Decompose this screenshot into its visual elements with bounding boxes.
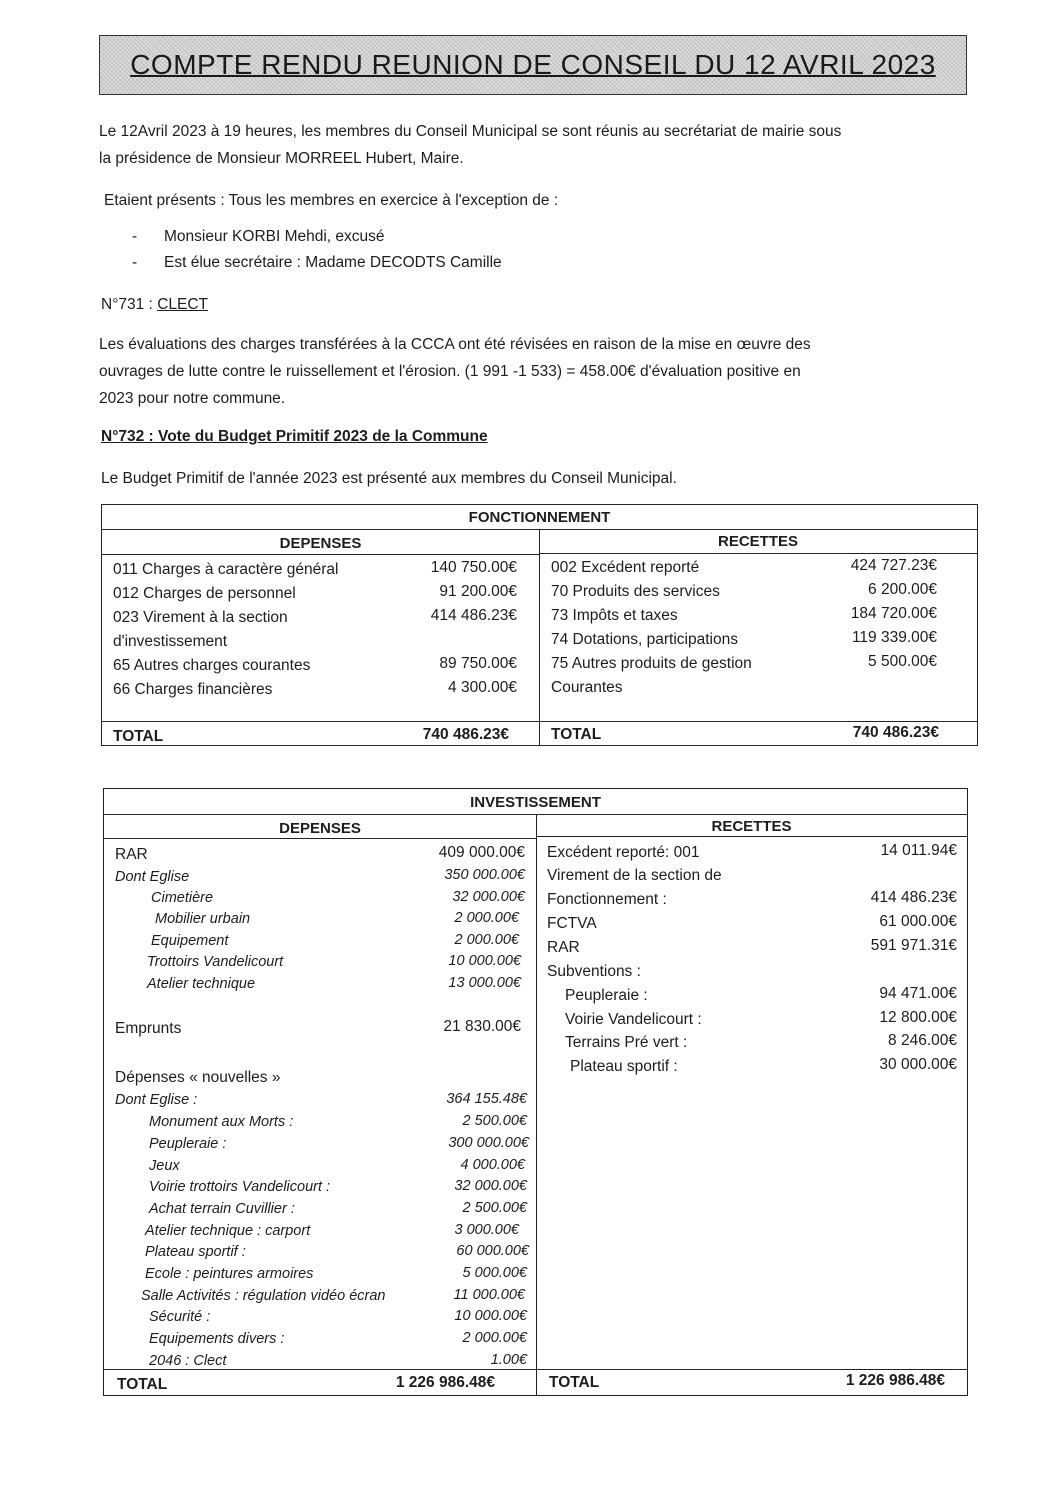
rec-total-amount: 740 486.23€ (852, 724, 939, 741)
dep-amount: 414 486.23€ (430, 607, 517, 624)
rec-label: Plateau sportif : (570, 1058, 678, 1075)
rec-amount: 119 339.00€ (851, 629, 937, 646)
dep-label: Sécurité : (149, 1309, 211, 1325)
document-title: COMPTE RENDU REUNION DE CONSEIL DU 12 AVRIL 2023 (130, 49, 936, 80)
rec-amount: 8 246.00€ (888, 1032, 957, 1049)
rec-amount: 424 727.23€ (850, 557, 937, 574)
section-731-line: ouvrages de lutte contre le ruissellement et l'érosion. (1 991 -1 533) = 458.00€ d'évaluation positive en (99, 363, 801, 380)
rec-total-amount: 1 226 986.48€ (845, 1372, 945, 1389)
rec-header: RECETTES (711, 818, 792, 835)
dep-label: Emprunts (115, 1020, 182, 1037)
rec-label: 74 Dotations, participations (551, 631, 738, 648)
dep-total-amount: 1 226 986.48€ (395, 1374, 495, 1391)
dep-amount: 2 000.00€ (454, 932, 519, 948)
intro-line-1: Le 12Avril 2023 à 19 heures, les membres du Conseil Municipal se sont réunis au secrétariat de mairie sous (99, 123, 842, 140)
dep-amount: 4 300.00€ (448, 679, 517, 696)
investissement-title: INVESTISSEMENT (470, 794, 601, 811)
dep-label: Equipement (151, 933, 229, 949)
dep-label: Voirie trottoirs Vandelicourt : (149, 1179, 331, 1195)
dep-header: DEPENSES (279, 820, 361, 837)
rec-label: FCTVA (547, 915, 597, 932)
section-731-number: N°731 : (101, 296, 158, 313)
section-731-line: Les évaluations des charges transférées à la CCCA ont été révisées en raison de la mise en œuvre des (99, 336, 811, 353)
rec-label: 70 Produits des services (551, 583, 720, 600)
rec-label: 75 Autres produits de gestion (551, 655, 752, 672)
dep-label: Ecole : peintures armoires (145, 1266, 314, 1282)
dep-amount: 32 000.00€ (454, 1178, 527, 1194)
dep-label: Dépenses « nouvelles » (115, 1069, 281, 1086)
dep-total-label: TOTAL (113, 728, 164, 745)
dep-header: DEPENSES (279, 535, 362, 552)
rec-label: Peupleraie : (565, 987, 648, 1004)
dep-amount: 364 155.48€ (446, 1091, 527, 1107)
section-732-intro: Le Budget Primitif de l'année 2023 est présenté aux membres du Conseil Municipal. (101, 470, 677, 487)
dep-amount: 2 500.00€ (462, 1113, 527, 1129)
rec-label: Courantes (551, 679, 623, 696)
dep-label: 012 Charges de personnel (113, 585, 296, 602)
rec-amount: 30 000.00€ (879, 1056, 957, 1073)
dash-icon: - (132, 228, 138, 245)
divider (536, 836, 967, 837)
dep-label: Monument aux Morts : (149, 1114, 294, 1130)
title-banner (99, 35, 967, 95)
dep-label: 2046 : Clect (149, 1353, 227, 1369)
rec-label: 002 Excédent reporté (551, 559, 700, 576)
dep-amount: 32 000.00€ (452, 889, 525, 905)
dep-label: 66 Charges financières (113, 681, 273, 698)
dep-amount: 350 000.00€ (444, 867, 525, 883)
divider (104, 838, 536, 839)
dep-label: RAR (115, 846, 148, 863)
rec-header: RECETTES (717, 533, 798, 550)
dep-label: 65 Autres charges courantes (113, 657, 311, 674)
rec-amount: 184 720.00€ (850, 605, 937, 622)
dep-amount: 11 000.00€ (453, 1287, 525, 1303)
dep-amount: 300 000.00€ (448, 1135, 529, 1151)
dep-label: Dont Eglise : (115, 1092, 198, 1108)
present-line: Etaient présents : Tous les membres en exercice à l'exception de : (104, 192, 559, 209)
dep-label: Plateau sportif : (145, 1244, 246, 1260)
dep-amount: 5 000.00€ (462, 1265, 527, 1281)
dep-total-amount: 740 486.23€ (422, 726, 509, 743)
dep-amount: 2 000.00€ (454, 910, 519, 926)
fonctionnement-table (101, 504, 978, 746)
dep-label: d'investissement (113, 633, 228, 650)
bullet-item (132, 254, 502, 272)
dep-amount: 91 200.00€ (439, 583, 517, 600)
dep-label: Atelier technique : carport (145, 1223, 311, 1239)
dep-amount: 13 000.00€ (448, 975, 521, 991)
dep-amount: 21 830.00€ (443, 1018, 521, 1035)
bullet-text: Monsieur KORBI Mehdi, excusé (164, 228, 385, 245)
dep-amount: 89 750.00€ (439, 655, 517, 672)
rec-amount: 61 000.00€ (879, 913, 957, 930)
investissement-table (103, 788, 968, 1396)
section-731-text (99, 331, 959, 412)
fonctionnement-title: FONCTIONNEMENT (468, 509, 611, 526)
dep-label: Salle Activités : régulation vidéo écran (141, 1288, 386, 1304)
dep-amount: 409 000.00€ (438, 844, 525, 861)
intro-paragraph (99, 118, 959, 172)
divider (539, 553, 977, 554)
rec-label: RAR (547, 939, 580, 956)
rec-label: 73 Impôts et taxes (551, 607, 678, 624)
dep-amount: 10 000.00€ (448, 953, 521, 969)
dep-label: Mobilier urbain (155, 911, 251, 927)
rec-label: Virement de la section de (547, 867, 722, 884)
dep-label: Equipements divers : (149, 1331, 285, 1347)
dash-icon: - (132, 254, 138, 271)
section-731-label: CLECT (157, 296, 209, 313)
section-731-heading (101, 296, 208, 314)
section-732-heading: N°732 : Vote du Budget Primitif 2023 de la Commune (101, 428, 488, 445)
rec-total-label: TOTAL (551, 726, 602, 743)
dep-total-label: TOTAL (117, 1376, 168, 1393)
divider (539, 530, 540, 745)
rec-label: Terrains Pré vert : (565, 1034, 688, 1051)
rec-label: Excédent reporté: 001 (547, 844, 700, 861)
dep-amount: 60 000.00€ (456, 1243, 529, 1259)
rec-label: Fonctionnement : (547, 891, 667, 908)
rec-amount: 591 971.31€ (870, 937, 957, 954)
dep-label: Atelier technique (147, 976, 256, 992)
dep-label: Achat terrain Cuvillier : (149, 1201, 295, 1217)
dep-amount: 3 000.00€ (454, 1222, 519, 1238)
dep-amount: 4 000.00€ (460, 1157, 525, 1173)
intro-line-2: la présidence de Monsieur MORREEL Hubert, Maire. (99, 150, 464, 167)
rec-amount: 14 011.94€ (880, 842, 957, 859)
rec-label: Voirie Vandelicourt : (565, 1011, 702, 1028)
divider (536, 815, 537, 1395)
dep-amount: 2 500.00€ (462, 1200, 527, 1216)
dep-amount: 1.00€ (490, 1352, 527, 1368)
rec-amount: 414 486.23€ (870, 889, 957, 906)
dep-amount: 140 750.00€ (430, 559, 517, 576)
dep-label: Dont Eglise (115, 869, 190, 885)
dep-label: 023 Virement à la section (113, 609, 288, 626)
dep-label: Peupleraie : (149, 1136, 227, 1152)
dep-amount: 10 000.00€ (454, 1308, 527, 1324)
dep-label: Trottoirs Vandelicourt (147, 954, 284, 970)
dep-amount: 2 000.00€ (462, 1330, 527, 1346)
dep-label: Cimetière (151, 890, 214, 906)
dep-label: Jeux (149, 1158, 180, 1174)
rec-total-label: TOTAL (549, 1374, 600, 1391)
rec-amount: 6 200.00€ (868, 581, 937, 598)
divider (102, 554, 539, 555)
rec-amount: 94 471.00€ (879, 985, 957, 1002)
rec-amount: 12 800.00€ (879, 1009, 957, 1026)
section-731-line: 2023 pour notre commune. (99, 390, 286, 407)
bullet-text: Est élue secrétaire : Madame DECODTS Camille (164, 254, 502, 271)
rec-amount: 5 500.00€ (868, 653, 937, 670)
dep-label: 011 Charges à caractère général (113, 561, 339, 578)
bullet-item (132, 228, 385, 246)
rec-label: Subventions : (547, 963, 641, 980)
